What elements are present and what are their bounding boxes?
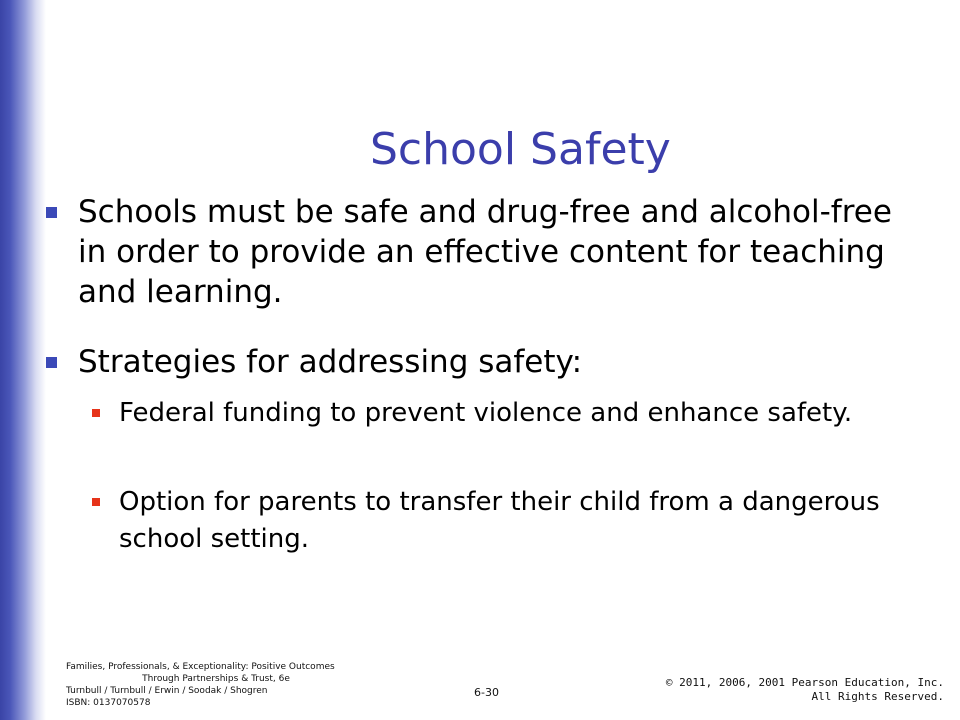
bullet-item [46, 192, 926, 312]
sub-bullet-text: Option for parents to transfer their child from a dangerous school setting. [119, 487, 880, 554]
page-number: 6-30 [474, 686, 499, 699]
copyright-line: © 2011, 2006, 2001 Pearson Education, Inc. [665, 676, 944, 689]
square-sub-bullet-icon [92, 409, 100, 417]
square-sub-bullet-icon [92, 498, 100, 506]
square-bullet-icon [46, 207, 57, 218]
rights-line: All Rights Reserved. [811, 690, 944, 703]
bullet-text: Strategies for addressing safety: [78, 344, 583, 380]
book-citation [66, 661, 396, 709]
decorative-side-band [0, 0, 46, 720]
book-authors: Turnbull / Turnbull / Erwin / Soodak / Shogren [66, 686, 268, 696]
book-subtitle-line: Through Partnerships & Trust, 6e [142, 674, 290, 684]
sub-bullet-item [92, 484, 922, 558]
square-bullet-icon [46, 357, 57, 368]
slide-title: School Safety [370, 124, 671, 175]
sub-bullet-text: Federal funding to prevent violence and enhance safety. [119, 398, 853, 428]
book-title-line: Families, Professionals, & Exceptionality: Positive Outcomes [66, 662, 335, 672]
copyright-notice [666, 676, 944, 704]
sub-bullet-item [92, 395, 922, 432]
book-isbn: ISBN: 0137070578 [66, 698, 151, 708]
bullet-text: Schools must be safe and drug-free and alcohol-free in order to provide an effective content for teaching and learning. [78, 194, 892, 310]
bullet-item [46, 342, 926, 382]
